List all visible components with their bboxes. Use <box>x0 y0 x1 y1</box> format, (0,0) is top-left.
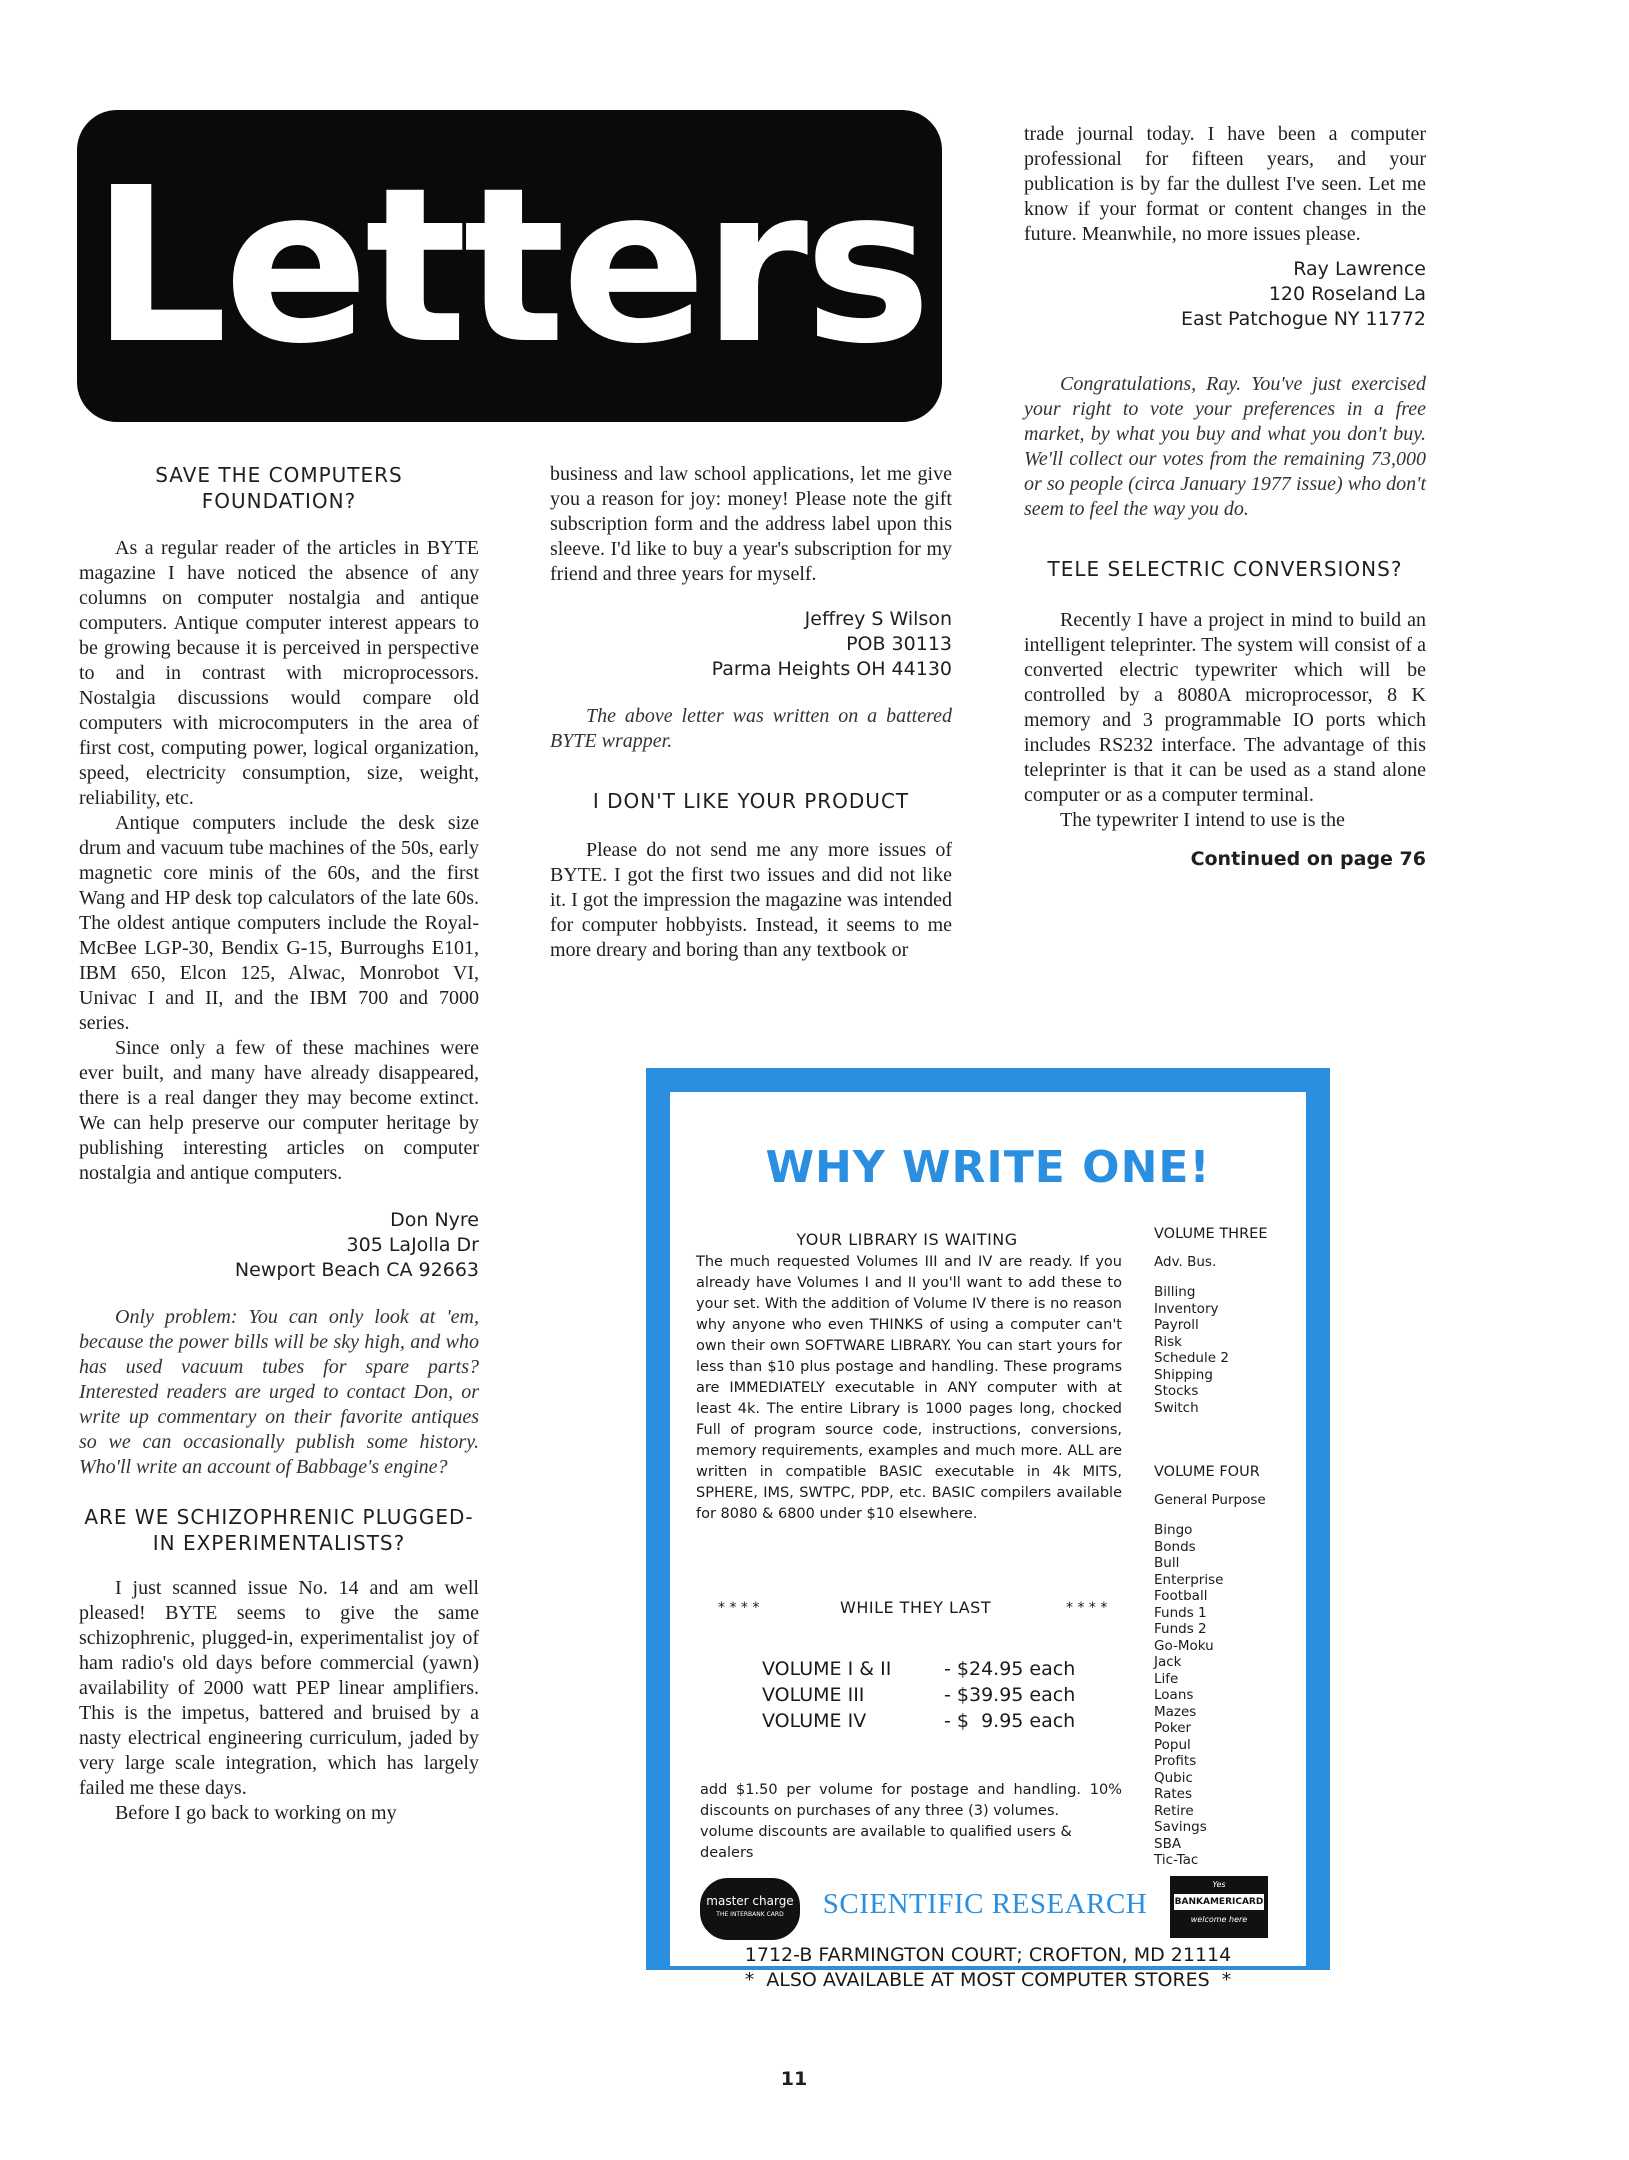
signature-city: Newport Beach CA 92663 <box>234 1259 479 1281</box>
ad-subhead: YOUR LIBRARY IS WAITING <box>796 1230 1018 1249</box>
price-label: VOLUME IV <box>762 1710 867 1732</box>
signature-name: Don Nyre <box>390 1209 479 1231</box>
column-3 <box>1024 122 1426 872</box>
advertisement <box>646 1068 1330 1990</box>
program-name: Stocks <box>1154 1383 1199 1399</box>
price-label: VOLUME III <box>762 1684 865 1706</box>
signature-address: 305 LaJolla Dr <box>346 1234 479 1256</box>
program-name: Go-Moku <box>1154 1637 1214 1654</box>
editor-reply: Congratulations, Ray. You've just exercised your right to vote your preferences in a free market, by what you buy and what you don't buy. We'll collect our votes from the remaining 73,000 or so people (circa January 1977 issue) who don't seem to feel the way you do. <box>1024 373 1426 520</box>
price-row <box>762 1682 1102 1708</box>
price-row <box>762 1656 1102 1682</box>
program-name: Bonds <box>1154 1538 1196 1555</box>
paragraph: The typewriter I intend to use is the <box>1060 809 1345 831</box>
program-name: Enterprise <box>1154 1571 1224 1588</box>
stars-left: * * * * <box>718 1600 760 1616</box>
column-2 <box>550 462 952 963</box>
program-name: Shipping <box>1154 1366 1213 1383</box>
mc-logo-text: master charge <box>706 1894 794 1908</box>
program-name: Rates <box>1154 1786 1192 1802</box>
ba-logo: BANKAMERICARD <box>1174 1894 1264 1910</box>
signature-address: 120 Roseland La <box>1268 283 1426 305</box>
paragraph: As a regular reader of the articles in BYTE magazine I have noticed the absence of any columns on computer nostalgia and antique computers. Antique computer interest appears to be growing because it is perceived in perspective to and in contrast with microprocessors. Nostalgia discussions would compare old computers with microcomputers in the area of first cost, computing power, logical organization, speed, electricity consumption, size, weight, reliability, etc. <box>79 537 479 809</box>
vol4-items <box>1154 1522 1294 1869</box>
vol3-title: VOLUME THREE <box>1154 1226 1268 1242</box>
program-name: Life <box>1154 1670 1179 1687</box>
program-name: Funds 1 <box>1154 1604 1207 1621</box>
vol4-title: VOLUME FOUR <box>1154 1464 1260 1480</box>
paragraph: I just scanned issue No. 14 and am well pleased! BYTE seems to give the same schizophrenic, plugged-in, experimentalist joy of ham radio's old days before commercial (yawn) availability of 2000 watt PEP linear amplifiers. This is the impetus, battered and bruised by a nasty electrical engineering curriculum, jaded by very large scale integration, which has largely failed me these days. <box>79 1577 479 1799</box>
page-number: 11 <box>780 2068 808 2090</box>
signature-name: Ray Lawrence <box>1293 258 1426 280</box>
paragraph: Please do not send me any more issues of BYTE. I got the first two issues and did not like it. I got the impression the magazine was intended for computer hobbyists. Instead, it seems to me more dreary and boring than any textbook or <box>550 839 952 961</box>
ad-content <box>670 1092 1306 1966</box>
paragraph: business and law school applications, let me give you a reason for joy: money! Please note the gift subscription form and the address label upon this sleeve. I'd like to buy a year's subscription for my friend and three years for myself. <box>550 463 952 585</box>
company-name: SCIENTIFIC RESEARCH <box>822 1888 1148 1920</box>
price-value: - $ 9.95 each <box>944 1710 1076 1732</box>
program-name: Risk <box>1154 1333 1182 1350</box>
program-name: Switch <box>1154 1399 1199 1416</box>
editor-reply: Only problem: You can only look at 'em, because the power bills will be sky high, and who has used vacuum tubes for spare parts? Interested readers are urged to contact Don, or write up commentary on their favorite antiques so we can occasionally publish some history. Who'll write an account of Babbage's engine? <box>79 1306 479 1478</box>
program-name: Savings <box>1154 1819 1207 1835</box>
column-1 <box>79 462 479 1826</box>
banner-title: Letters <box>91 141 928 391</box>
program-name: Bull <box>1154 1555 1180 1571</box>
program-name: Payroll <box>1154 1317 1199 1333</box>
vol4-subtitle: General Purpose <box>1154 1492 1266 1508</box>
price-value: - $39.95 each <box>944 1684 1076 1706</box>
bankamericard-logo <box>1170 1876 1268 1938</box>
program-name: Football <box>1154 1588 1208 1604</box>
while-they-last: WHILE THEY LAST <box>840 1598 992 1617</box>
mc-logo-sub: THE INTERBANK CARD <box>716 1911 784 1918</box>
postage-note: add $1.50 per volume for postage and handling. 10% discounts on purchases of any three (3) volumes. <box>700 1782 1122 1819</box>
signature-name: Jeffrey S Wilson <box>804 608 952 630</box>
heading-save-computers: SAVE THE COMPUTERS FOUNDATION? <box>155 463 403 513</box>
program-name: Bingo <box>1154 1522 1193 1538</box>
paragraph: Before I go back to working on my <box>115 1802 397 1824</box>
program-name: Popul <box>1154 1736 1191 1753</box>
master-charge-logo <box>700 1878 800 1940</box>
program-name: Inventory <box>1154 1300 1219 1317</box>
price-label: VOLUME I & II <box>762 1658 892 1680</box>
program-name: SBA <box>1154 1835 1182 1852</box>
stars-right: * * * * <box>1066 1600 1108 1616</box>
heading-dont-like: I DON'T LIKE YOUR PRODUCT <box>592 789 910 813</box>
signature-city: East Patchogue NY 11772 <box>1181 308 1426 330</box>
paragraph: Since only a few of these machines were ever built, and many have already disappeared, there is a real danger they may become extinct. We can help preserve our computer heritage by publishing interesting articles on computer nostalgia and antique computers. <box>79 1037 479 1184</box>
program-name: Poker <box>1154 1720 1192 1736</box>
ad-address: 1712-B FARMINGTON COURT; CROFTON, MD 21114 <box>744 1944 1232 1966</box>
discount-note: volume discounts are available to qualified users & dealers <box>700 1824 1072 1861</box>
signature-city: Parma Heights OH 44130 <box>711 658 952 680</box>
program-name: Jack <box>1154 1654 1182 1670</box>
price-list <box>762 1656 1102 1734</box>
paragraph: Antique computers include the desk size drum and vacuum tube machines of the 50s, early magnetic core minis of the 60s, and the first Wang and HP desk top calculators of the late 60s. The oldest antique computers include the Royal-McBee LGP-30, Bendix G-15, Burroughs E101, IBM 650, Elcon 125, Alwac, Monrobot VI, Univac I and II, and the IBM 700 and 7000 series. <box>79 812 479 1034</box>
ad-title: WHY WRITE ONE! <box>765 1142 1211 1193</box>
continued-note: Continued on page 76 <box>1190 848 1426 870</box>
program-name: Funds 2 <box>1154 1621 1207 1637</box>
program-name: Tic-Tac <box>1154 1852 1199 1868</box>
program-name: Mazes <box>1154 1703 1197 1720</box>
program-name: Loans <box>1154 1687 1194 1703</box>
heading-schizophrenic: ARE WE SCHIZOPHRENIC PLUGGED-IN EXPERIMENTALISTS? <box>84 1505 474 1555</box>
vol3-subtitle: Adv. Bus. <box>1154 1254 1217 1270</box>
paragraph: Recently I have a project in mind to build an intelligent teleprinter. The system will consist of a converted electric typewriter which will be controlled by a 8080A microprocessor, 8 K memory and 3 programmable IO ports which includes RS232 interface. The advantage of this teleprinter is that it can be used as a stand alone computer or as a computer terminal. <box>1024 609 1426 806</box>
price-value: - $24.95 each <box>944 1658 1076 1680</box>
ba-top: Yes <box>1212 1880 1226 1889</box>
program-name: Qubic <box>1154 1769 1193 1786</box>
program-name: Billing <box>1154 1284 1196 1300</box>
paragraph: trade journal today. I have been a computer professional for fifteen years, and your publication is by far the dullest I've seen. Let me know if your format or content changes in the future. Meanwhile, no more issues please. <box>1024 123 1426 245</box>
editor-reply: The above letter was written on a battered BYTE wrapper. <box>550 705 952 752</box>
program-name: Retire <box>1154 1802 1194 1819</box>
heading-tele-selectric: TELE SELECTRIC CONVERSIONS? <box>1047 557 1403 581</box>
signature-address: POB 30113 <box>846 633 952 655</box>
ad-stores-note: * ALSO AVAILABLE AT MOST COMPUTER STORES * <box>646 1970 1330 1990</box>
price-row <box>762 1708 1102 1734</box>
volume-three-list <box>1154 1226 1294 1416</box>
volume-four-list <box>1154 1464 1294 1869</box>
program-name: Profits <box>1154 1753 1197 1769</box>
vol3-items <box>1154 1284 1294 1416</box>
program-name: Schedule 2 <box>1154 1350 1229 1366</box>
ad-body: The much requested Volumes III and IV are ready. If you already have Volumes I and II you'll want to add these to your set. With the addition of Volume IV there is no reason why anyone who even THINKS of using a computer can't own their own SOFTWARE LIBRARY. You can start yours for less than $10 plus postage and handling. These programs are IMMEDIATELY executable in ANY computer with at least 4k. The entire Library is 1000 pages long, chocked Full of program source code, instructions, conversions, memory requirements, examples and much more. ALL are written in compatible BASIC executable in 4k MITS, SPHERE, IMS, SWTPC, PDP, etc. BASIC compilers available for 8080 & 6800 under $10 elsewhere. <box>696 1254 1122 1522</box>
ba-bottom: welcome here <box>1190 1915 1248 1924</box>
letters-banner <box>77 110 942 422</box>
